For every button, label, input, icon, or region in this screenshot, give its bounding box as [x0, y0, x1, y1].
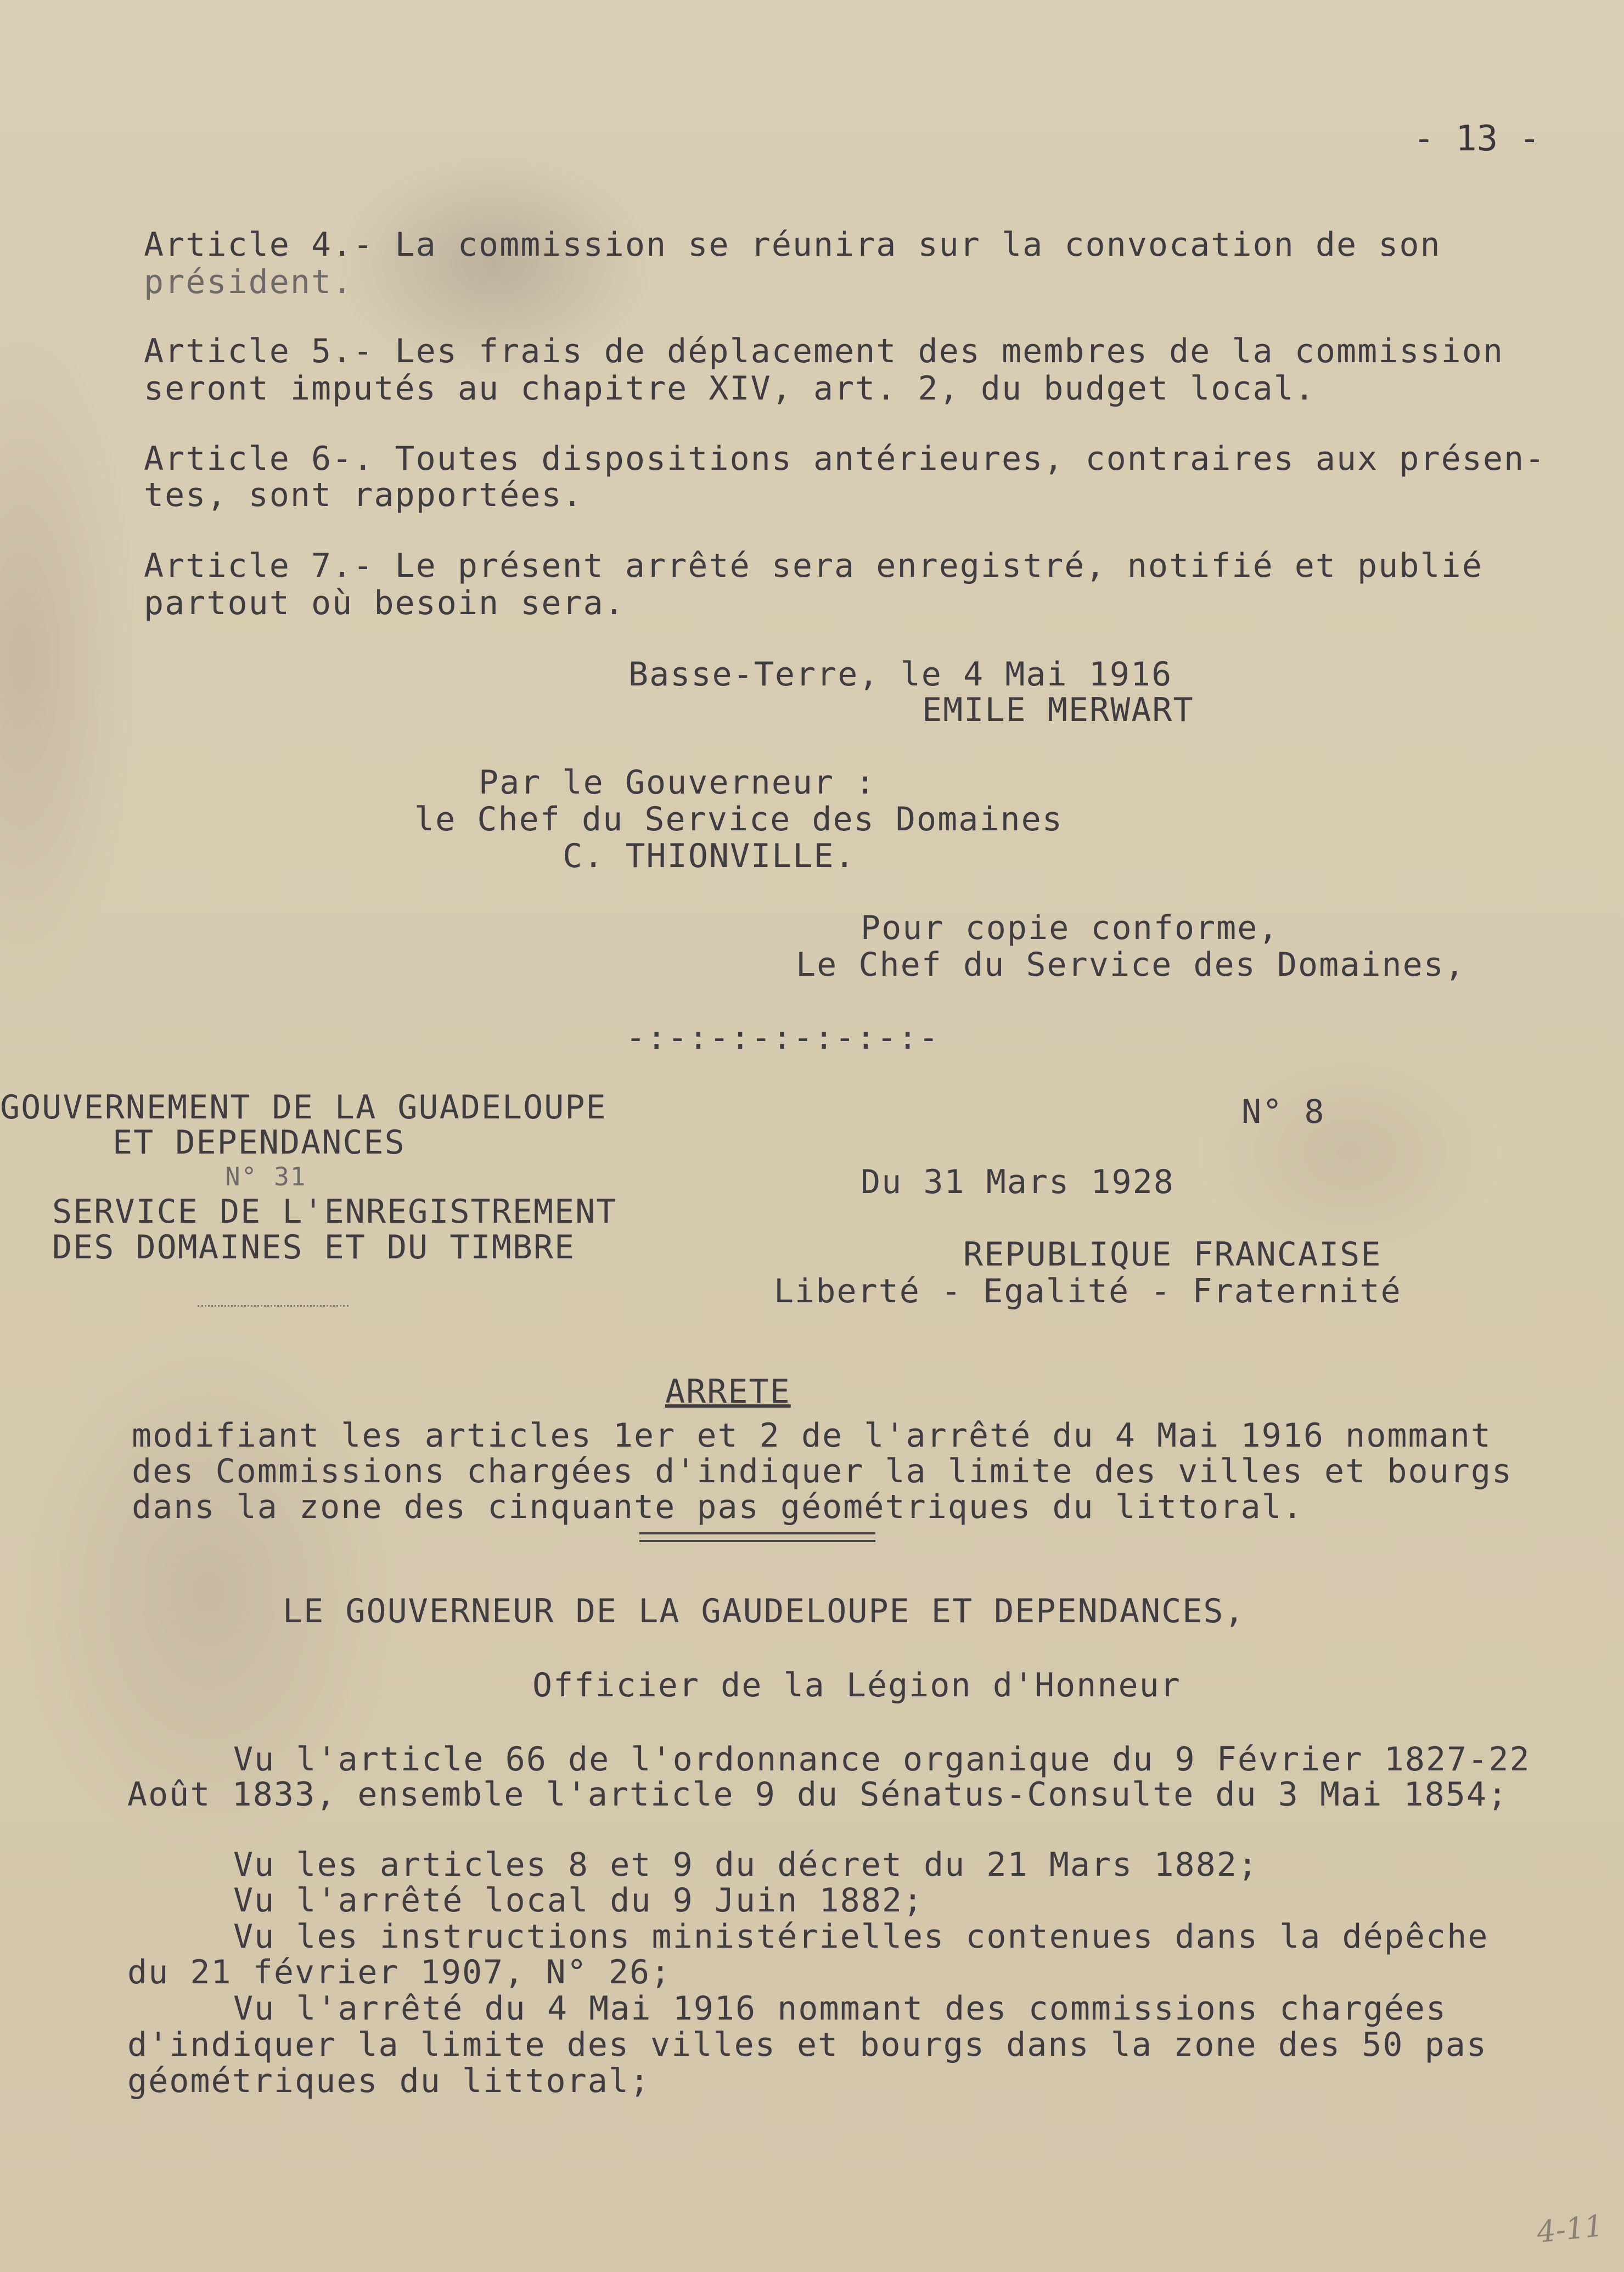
vu-line-8: d'indiquer la limite des villes et bourgs dans la zone des 50 pas	[127, 2026, 1487, 2064]
vu-line-7: Vu l'arrêté du 4 Mai 1916 nommant des commissions chargées	[233, 1989, 1447, 2028]
chief-of-service: le Chef du Service des Domaines	[414, 800, 1063, 839]
by-governor: Par le Gouverneur :	[479, 763, 876, 802]
signer-name: EMILE MERWART	[922, 691, 1194, 729]
arrete-line-3: dans la zone des cinquante pas géométriques du littoral.	[132, 1488, 1303, 1526]
copy-chief: Le Chef du Service des Domaines,	[796, 946, 1465, 984]
article-6-line-2: tes, sont rapportées.	[144, 476, 583, 514]
vu-line-4: Vu l'arrêté local du 9 Juin 1882;	[233, 1881, 924, 1920]
vu-line-1: Vu l'article 66 de l'ordonnance organique du 9 Février 1827-22	[233, 1740, 1531, 1779]
article-5-line-1: Article 5.- Les frais de déplacement des membres de la commission	[144, 332, 1504, 370]
vu-line-3: Vu les articles 8 et 9 du décret du 21 Mars 1882;	[233, 1846, 1259, 1884]
governor-honor: Officier de la Légion d'Honneur	[532, 1666, 1181, 1705]
republique: REPUBLIQUE FRANCAISE	[963, 1235, 1382, 1274]
separator: -:-:-:-:-:-:-:-	[626, 1019, 940, 1057]
motto: Liberté - Egalité - Fraternité	[774, 1272, 1402, 1311]
vu-line-2: Août 1833, ensemble l'article 9 du Sénatus-Consulte du 3 Mai 1854;	[127, 1775, 1509, 1814]
header-service: SERVICE DE L'ENREGISTREMENT	[52, 1193, 617, 1231]
article-6-line-1: Article 6-. Toutes dispositions antérieures, contraires aux présen-	[144, 440, 1546, 478]
arrete-line-1: modifiant les articles 1er et 2 de l'arrêté du 4 Mai 1916 nommant	[132, 1416, 1492, 1455]
arrete-number: N° 8	[1241, 1093, 1325, 1131]
article-7-line-1: Article 7.- Le présent arrêté sera enregistré, notifié et publié	[144, 547, 1483, 585]
article-4-line-2: président.	[144, 263, 353, 301]
corner-handwritten-mark: 4-11	[1535, 2208, 1605, 2250]
governor-title: LE GOUVERNEUR DE LA GAUDELOUPE ET DEPENDANCES,	[283, 1592, 1245, 1630]
place-date: Basse-Terre, le 4 Mai 1916	[628, 655, 1173, 694]
arrete-line-2: des Commissions chargées d'indiquer la limite des villes et bourgs	[132, 1452, 1513, 1491]
vu-line-5: Vu les instructions ministérielles contenues dans la dépêche	[233, 1917, 1489, 1956]
article-5-line-2: seront imputés au chapitre XIV, art. 2, du budget local.	[144, 369, 1316, 408]
article-7-line-2: partout où besoin sera.	[144, 584, 625, 622]
header-dependances: ET DEPENDANCES	[113, 1123, 406, 1162]
copy-conforme: Pour copie conforme,	[861, 909, 1279, 947]
header-gouvernement: GOUVERNEMENT DE LA GUADELOUPE	[0, 1088, 607, 1127]
chief-name: C. THIONVILLE.	[563, 837, 856, 875]
article-4-line-1: Article 4.- La commission se réunira sur la convocation de son	[144, 226, 1441, 264]
double-rule	[639, 1532, 875, 1542]
page-number: - 13 -	[1413, 119, 1541, 159]
vu-line-9: géométriques du littoral;	[127, 2062, 651, 2100]
vu-line-6: du 21 février 1907, N° 26;	[127, 1953, 672, 1992]
header-number-31: N° 31	[225, 1162, 307, 1191]
arrete-title: ARRETE	[665, 1373, 791, 1411]
arrete-date: Du 31 Mars 1928	[861, 1163, 1175, 1201]
header-domaines: DES DOMAINES ET DU TIMBRE	[52, 1228, 576, 1267]
header-underline	[198, 1305, 349, 1307]
